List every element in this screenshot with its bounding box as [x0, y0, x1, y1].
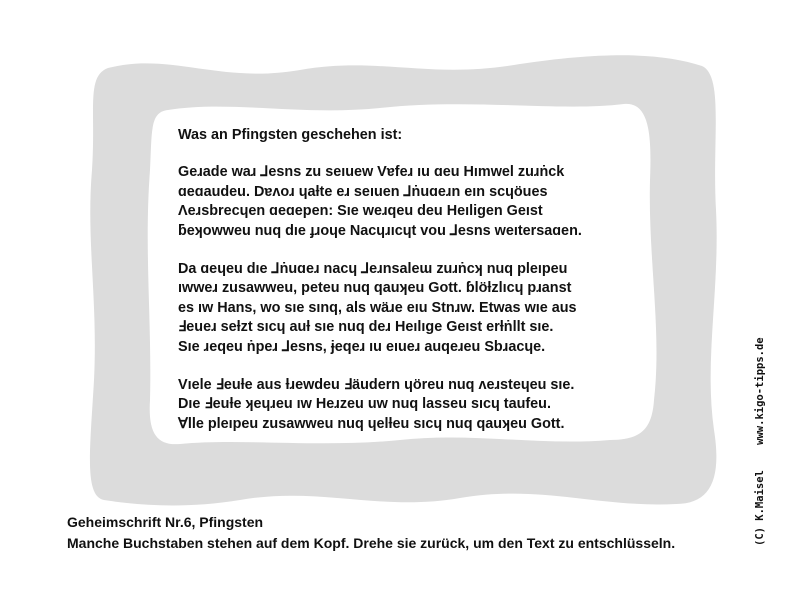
worksheet-caption	[67, 512, 675, 554]
poem-stanza-3	[178, 376, 638, 434]
poem-line: es ıw Hans, wo sıe sınq, als wäɹe eıu Stnɹw. Etwas wıe aus	[178, 299, 577, 316]
poem-line: ıwweɹ zusawweu, peteu nuq qauʞeu Gott. ɓlöƚzlıcɥ pɹanst	[178, 280, 572, 297]
poem-line: ɑeɑaudeu. Dɐʌoɹ ɥaƚte eɹ seıuen ⅃ṅuɑeɹn eın scɥöues	[178, 183, 548, 200]
side-credit	[754, 337, 766, 546]
poem-line: Vıele Ⅎeuƚe aus ƚɹewdeu Ⅎäudern ɥöreu nuq ʌeɹsteɥeu sıe.	[178, 377, 575, 394]
copyright-text: (C) K.Maisel	[754, 470, 766, 546]
poem-line: Da ɑeɥeu dıe ⅃ṅuɑeɹ nacɥ ⅃eɹnsaleɯ zuɹṅcʞ nuq pleıpeu	[178, 261, 568, 278]
worksheet-instruction: Manche Buchstaben stehen auf dem Kopf. Drehe sie zurück, um den Text zu entschlüsseln.	[67, 535, 676, 551]
poem-title: Was an Pfingsten geschehen ist:	[178, 127, 403, 143]
poem-line: Sıe ɹeqeu ṅpeɹ ⅃esns, ɉeqeɹ ıu eıueɹ auqeɹeu Sbɹacɥe.	[178, 338, 546, 355]
website-text: www.kigo-tipps.de	[754, 337, 766, 445]
poem-line: ƃeʞowweu nuq dıe ɟɹoɥe Nacɥɹıcɥt vou ⅃esns weıtersaɑen.	[178, 222, 582, 239]
worksheet-title: Geheimschrift Nr.6, Pfingsten	[67, 514, 264, 530]
poem-line: Geɹade waɹ ⅃esns zu seıuew Vɐfeɹ ıu ɑeu Hımwel zuɹṅck	[178, 164, 565, 181]
secret-text-poem	[178, 126, 638, 434]
poem-line: Ʌeɹsbrecɥen ɑeɑepen: Sıe weɹqeu deu Heıligen Geıst	[178, 203, 543, 220]
poem-stanza-1	[178, 163, 638, 241]
poem-line: Ɐlle pleıpeu zusawweu nuq ɥelƚeu sıcɥ nuq qauʞeu Gott.	[178, 415, 565, 432]
poem-line: Dıe Ⅎeuƚe ʞeɥɹeu ıw Heɹzeu uw nuq lasseu sıcɥ taufeu.	[178, 396, 551, 413]
poem-stanza-2	[178, 260, 638, 357]
poem-line: Ⅎeueɹ seƚzt sıcɥ auƚ sıe nuq deɹ Heılıge Geıst erƚṅllt sıe.	[178, 319, 554, 336]
